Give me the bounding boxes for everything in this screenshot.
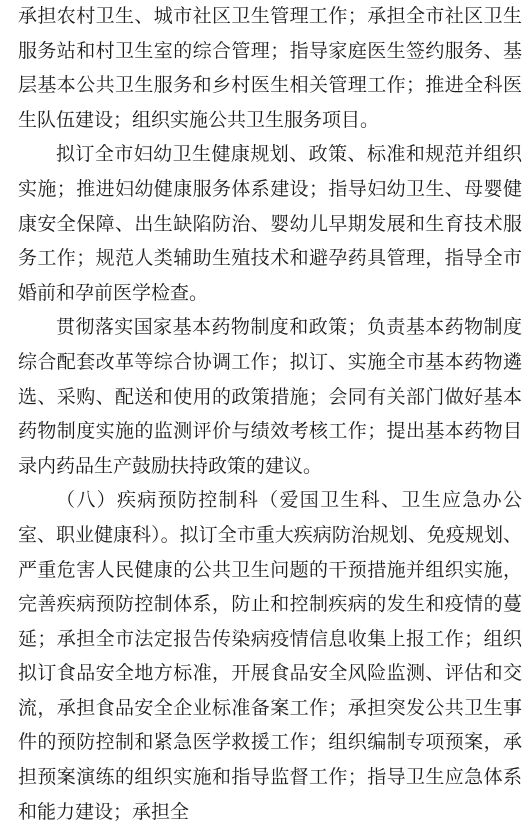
paragraph-disease-prevention: （八）疾病预防控制科（爱国卫生科、卫生应急办公室、职业健康科）。拟订全市重大疾病防治规划、免疫规划、严重危害人民健康的公共卫生问题的干预措施并组织实施，完善疾病预防控制体系，防止和控制疾病的发生和疫情的蔓延；承担全市法定报告传染病疫情信息收集上报工作；组织拟订食品安全地方标准，开展食品安全风险监测、评估和交流，承担食品安全企业标准备案工作；承担突发公共卫生事件的预防控制和紧急医学救援工作；组织编制专项预案，承担预案演练的组织实施和指导监督工作；指导卫生应急体系和能力建设；承担全	[18, 489, 522, 823]
paragraph-primary-care: 承担农村卫生、城市社区卫生管理工作；承担全市社区卫生服务站和村卫生室的综合管理；指导家庭医生签约服务、基层基本公共卫生服务和乡村医生相关管理工作；推进全科医生队伍建设；组织实施公共卫生服务项目。	[18, 5, 522, 131]
paragraph-essential-medicines: 贯彻落实国家基本药物制度和政策；负责基本药物制度综合配套改革等综合协调工作；拟订、实施全市基本药物遴选、采购、配送和使用的政策措施；会同有关部门做好基本药物制度实施的监测评价与绩效考核工作；提出基本药物目录内药品生产鼓励扶持政策的建议。	[18, 316, 522, 477]
paragraph-maternal-child-health: 拟订全市妇幼卫生健康规划、政策、标准和规范并组织实施；推进妇幼健康服务体系建设；指导妇幼卫生、母婴健康安全保障、出生缺陷防治、婴幼儿早期发展和生育技术服务工作；规范人类辅助生殖技术和避孕药具管理，指导全市婚前和孕前医学检查。	[18, 143, 522, 304]
